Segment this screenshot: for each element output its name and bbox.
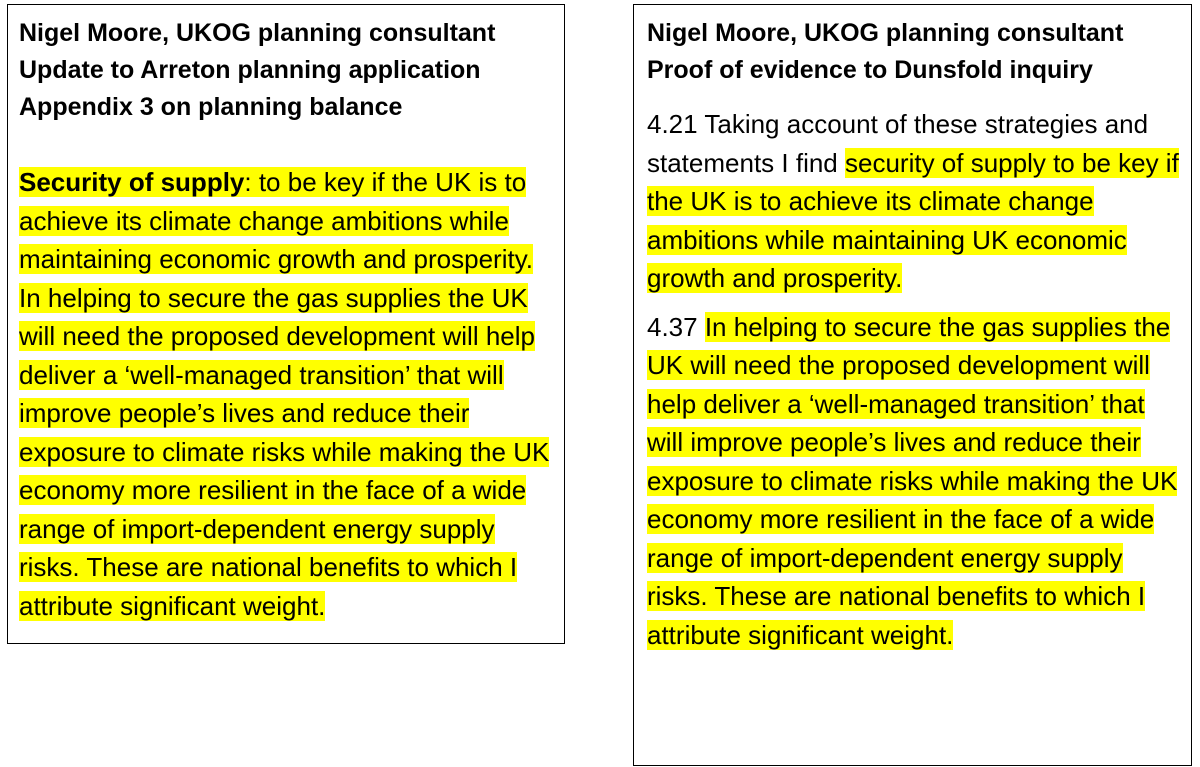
dunsfold-document-panel	[633, 4, 1192, 766]
arreton-highlight	[19, 167, 549, 621]
arreton-document-panel	[7, 4, 565, 644]
paragraph-4-37-highlight: In helping to secure the gas supplies the UK will need the proposed development will help deliver a ‘well-managed transition’ that will improve people’s lives and reduce their exposure to climate risks while making the UK economy more resilient in the face of a wide range of import-dependent energy supply risks. These are national benefits to which I attribute significant weight.	[647, 311, 1178, 650]
security-of-supply-term: Security of supply	[19, 167, 245, 197]
arreton-paragraph-text: : to be key if the UK is to achieve its climate change ambitions while maintaining economic growth and prosperity. In helping to secure the gas supplies the UK will need the proposed development will help deliver a ‘well-managed transition’ that will improve people’s lives and reduce their exposure to climate risks while making the UK economy more resilient in the face of a wide range of import-dependent energy supply risks. These are national benefits to which I attribute significant weight.	[19, 167, 550, 621]
arreton-heading-line-3: Appendix 3 on planning balance	[19, 93, 403, 121]
paragraph-4-21-intro: 4.21 Taking account of these strategies and statements I find	[647, 109, 1149, 178]
paragraph-4-37	[647, 308, 1181, 655]
dunsfold-heading-line-2: Proof of evidence to Dunsfold inquiry	[647, 56, 1093, 84]
dunsfold-heading-line-1: Nigel Moore, UKOG planning consultant	[647, 19, 1124, 47]
arreton-security-paragraph	[19, 163, 554, 625]
paragraph-4-21-highlight: security of supply to be key if the UK is to achieve its climate change ambitions while maintaining UK economic growth and prosperity.	[647, 147, 1179, 293]
paragraph-4-37-number: 4.37	[647, 311, 705, 342]
arreton-heading-line-1: Nigel Moore, UKOG planning consultant	[19, 19, 496, 47]
arreton-heading-line-2: Update to Arreton planning application	[19, 56, 481, 84]
paragraph-4-21	[647, 105, 1181, 298]
